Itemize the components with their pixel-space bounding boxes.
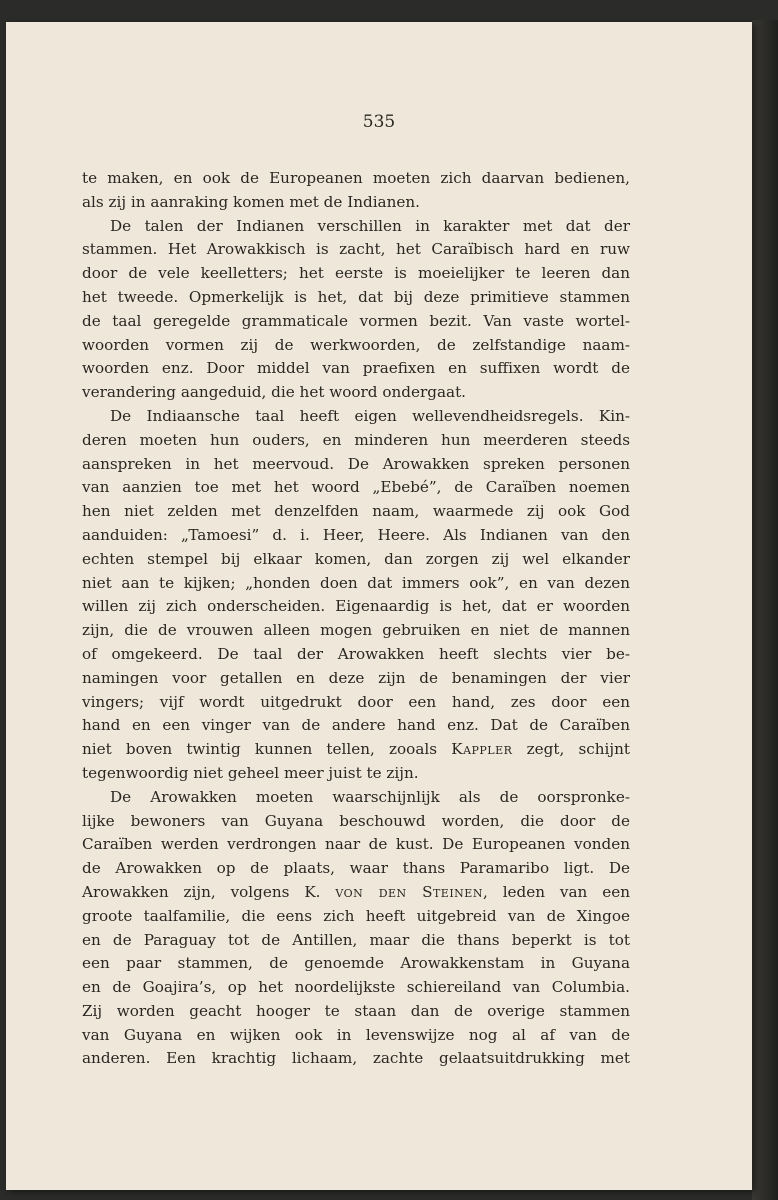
text-line: de taal geregelde grammaticale vormen bezit. Van vaste wortel- <box>82 311 630 330</box>
text-line: verandering aangeduid, die het woord ondergaat. <box>82 383 467 402</box>
text-line: Zij worden geacht hooger te staan dan de overige stammen <box>82 1001 630 1020</box>
text-line: aanduiden: „Tamoesi” d. i. Heer, Heere. Als Indianen van den <box>82 525 630 544</box>
text-line: door de vele keelletters; het eerste is moeielijker te leeren dan <box>82 264 630 283</box>
text-line: te maken, en ook de Europeanen moeten zich daarvan bedienen, <box>82 169 630 187</box>
text-line: anderen. Een krachtig lichaam, zachte gelaatsuitdrukking met <box>82 1049 630 1068</box>
text-line: stammen. Het Arowakkisch is zacht, het Caraïbisch hard en ruw <box>82 240 630 259</box>
text-line: De Arowakken moeten waarschijnlijk als de oorspronke- <box>110 787 630 806</box>
text-line: vingers; vijf wordt uitgedrukt door een hand, zes door een <box>82 692 630 711</box>
text-line: De talen der Indianen verschillen in karakter met dat der <box>110 216 630 235</box>
book-edge <box>752 20 778 1200</box>
text-line: groote taalfamilie, die eens zich heeft uitgebreid van de Xingoe <box>82 906 630 925</box>
text-line: van aanzien toe met het woord „Ebebé”, de Caraïben noemen <box>82 478 630 497</box>
text-line: Caraïben werden verdrongen naar de kust. De Europeanen vonden <box>82 835 630 854</box>
text-line: hand en een vinger van de andere hand enz. Dat de Caraïben <box>82 716 630 735</box>
text-segment: niet boven twintig kunnen tellen, zooals <box>82 740 452 759</box>
text-line <box>82 881 630 905</box>
text-line: of omgekeerd. De taal der Arowakken heeft slechts vier be- <box>82 644 630 663</box>
text-line: De Indiaansche taal heeft eigen wellevendheidsregels. Kin- <box>110 406 630 425</box>
text-line <box>82 738 630 762</box>
text-line: en de Paraguay tot de Antillen, maar die thans beperkt is tot <box>82 930 630 949</box>
text-segment: zegt, schijnt <box>512 740 630 759</box>
text-line: echten stempel bij elkaar komen, dan zorgen zij wel elkander <box>82 549 630 568</box>
text-line: tegenwoordig niet geheel meer juist te zijn. <box>82 763 419 782</box>
text-line: namingen voor getallen en deze zijn de benamingen der vier <box>82 668 630 687</box>
text-line: niet aan te kijken; „honden doen dat immers ook”, en van dezen <box>82 573 630 592</box>
text-line: willen zij zich onderscheiden. Eigenaardig is het, dat er woorden <box>82 597 630 616</box>
text-line: deren moeten hun ouders, en minderen hun meerderen steeds <box>82 430 630 449</box>
text-line: de Arowakken op de plaats, waar thans Paramaribo ligt. De <box>82 859 630 878</box>
text-line: het tweede. Opmerkelijk is het, dat bij deze primitieve stammen <box>82 287 630 306</box>
page-number: 535 <box>362 112 396 132</box>
text-line: zijn, die de vrouwen alleen mogen gebruiken en niet de mannen <box>82 621 630 640</box>
text-line: hen niet zelden met denzelfden naam, waarmede zij ook God <box>82 502 630 521</box>
text-line: een paar stammen, de genoemde Arowakkenstam in Guyana <box>82 954 630 973</box>
text-line: woorden enz. Door middel van praefixen en suffixen wordt de <box>82 359 630 378</box>
text-line: lijke bewoners van Guyana beschouwd worden, die door de <box>82 811 630 830</box>
text-line: van Guyana en wijken ook in levenswijze nog al af van de <box>82 1025 630 1044</box>
text-line: aanspreken in het meervoud. De Arowakken spreken personen <box>82 454 630 473</box>
author-name: von den Steinen <box>335 882 483 901</box>
text-segment: Arowakken zijn, volgens K. <box>82 882 336 901</box>
author-name: Kappler <box>451 740 513 759</box>
book-page <box>6 22 752 1190</box>
text-line: als zij in aanraking komen met de Indianen. <box>82 192 420 211</box>
text-line: en de Goajira’s, op het noordelijkste schiereiland van Columbia. <box>82 978 630 997</box>
text-segment: , leden van een <box>482 882 630 901</box>
text-line: woorden vormen zij de werkwoorden, de zelfstandige naam- <box>82 335 630 354</box>
body-text <box>82 167 630 1071</box>
